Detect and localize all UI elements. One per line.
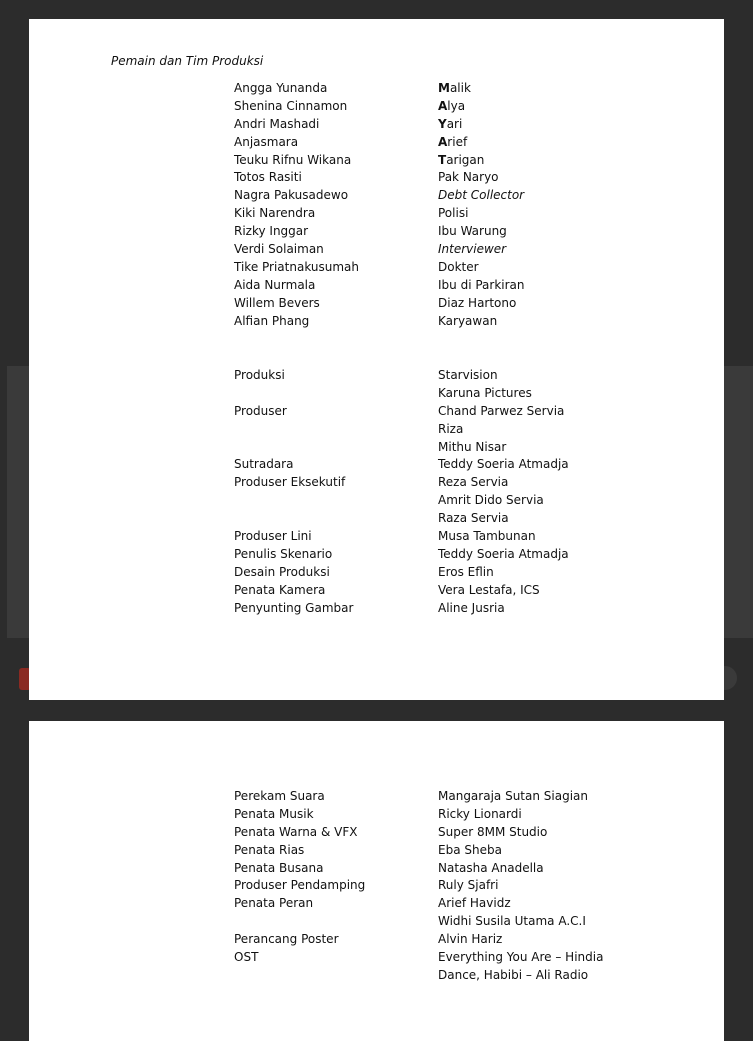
cast-actor: Rizky Inggar: [234, 224, 309, 239]
crew-label-column: [234, 788, 365, 985]
crew-label: [234, 421, 353, 439]
role-initial: M: [438, 81, 450, 95]
role-rest: lya: [447, 98, 466, 113]
crew-value: Everything You Are – Hindia: [438, 950, 604, 965]
crew-value: Chand Parwez Servia: [438, 403, 565, 418]
cast-actor: Teuku Rifnu Wikana: [234, 152, 352, 167]
crew-label: Produser: [234, 403, 287, 418]
cast-actor: Verdi Solaiman: [234, 242, 324, 257]
crew-value: Ruly Sjafri: [438, 878, 499, 893]
role-initial: T: [438, 152, 447, 167]
crew-label: Penata Kamera: [234, 582, 326, 597]
crew-value: Vera Lestafa, ICS: [438, 582, 540, 597]
crew-value: Natasha Anadella: [438, 860, 544, 875]
crew-value: Teddy Soeria Atmadja: [438, 457, 569, 472]
section-heading: Pemain dan Tim Produksi: [111, 54, 264, 68]
cast-role: Diaz Hartono: [438, 295, 517, 310]
role-rest: ari: [446, 116, 463, 131]
crew-label: Penyunting Gambar: [234, 600, 354, 615]
crew-value: Eba Sheba: [438, 842, 502, 857]
cast-actor: Alfian Phang: [234, 313, 310, 328]
crew-label: Perekam Suara: [234, 789, 325, 803]
cast-role: Interviewer: [438, 242, 507, 257]
cast-actor: Aida Nurmala: [234, 277, 316, 292]
cast-actor: Anjasmara: [234, 134, 299, 149]
cast-role: [438, 116, 525, 134]
crew-label: Desain Produksi: [234, 564, 330, 579]
crew-value: Dance, Habibi – Ali Radio: [438, 967, 589, 982]
crew-label: Penata Musik: [234, 806, 314, 821]
crew-value: Amrit Dido Servia: [438, 493, 544, 508]
cast-actor: Nagra Pakusadewo: [234, 188, 349, 203]
crew-label: Penata Peran: [234, 896, 314, 911]
cast-role: [438, 134, 525, 152]
crew-label: Produser Eksekutif: [234, 475, 346, 490]
crew-label: Produksi: [234, 368, 285, 382]
crew-value: Karuna Pictures: [438, 385, 532, 400]
crew-value: Mangaraja Sutan Siagian: [438, 789, 588, 803]
role-rest: rief: [447, 134, 468, 149]
cast-role: Dokter: [438, 259, 479, 274]
role-initial: Y: [438, 116, 447, 131]
crew-value: Alvin Hariz: [438, 932, 503, 947]
crew-label: [234, 913, 365, 931]
cast-actor: Tike Priatnakusumah: [234, 259, 360, 274]
crew-value: Starvision: [438, 368, 498, 382]
background-panel: [7, 366, 31, 638]
crew-value: Super 8MM Studio: [438, 824, 548, 839]
crew-value-column: [438, 788, 603, 985]
cast-actor: Andri Mashadi: [234, 116, 320, 131]
cast-actor: Angga Yunanda: [234, 81, 328, 95]
cast-actor-column: [234, 80, 359, 330]
crew-label: [234, 510, 353, 528]
role-rest: alik: [449, 81, 471, 95]
crew-value: Eros Eflin: [438, 564, 494, 579]
crew-value: Mithu Nisar: [438, 439, 507, 454]
crew-label: Produser Pendamping: [234, 878, 366, 893]
cast-role: Polisi: [438, 206, 469, 221]
crew-label: Perancang Poster: [234, 932, 339, 947]
crew-label: Produser Lini: [234, 529, 312, 544]
role-initial: A: [438, 134, 448, 149]
cast-role: [438, 152, 525, 170]
crew-value: Riza: [438, 421, 464, 436]
crew-label: Penata Busana: [234, 860, 324, 875]
cast-role: [438, 80, 525, 98]
cast-role: Karyawan: [438, 313, 498, 328]
cast-role: Debt Collector: [438, 188, 525, 203]
crew-label: [234, 492, 353, 510]
cast-actor: Kiki Narendra: [234, 206, 316, 221]
crew-value: Aline Jusria: [438, 600, 505, 615]
cast-actor: Totos Rasiti: [234, 170, 302, 185]
cast-role-column: [438, 80, 525, 330]
document-page-2: [29, 721, 724, 1041]
crew-label-column: [234, 367, 353, 617]
crew-label: [234, 439, 353, 457]
crew-value: Widhi Susila Utama A.C.I: [438, 914, 586, 929]
cast-role: Ibu di Parkiran: [438, 277, 525, 292]
cast-role: Ibu Warung: [438, 224, 507, 239]
crew-label: Penulis Skenario: [234, 546, 333, 561]
role-initial: A: [438, 98, 448, 113]
document-page-1: [29, 19, 724, 700]
crew-label: Penata Rias: [234, 842, 305, 857]
crew-value: Arief Havidz: [438, 896, 511, 911]
role-rest: arigan: [446, 152, 485, 167]
crew-value: Raza Servia: [438, 511, 509, 526]
cast-actor: Willem Bevers: [234, 295, 320, 310]
cast-actor: Shenina Cinnamon: [234, 98, 348, 113]
background-panel-right: [722, 366, 753, 638]
crew-label: OST: [234, 950, 259, 965]
cast-role: Pak Naryo: [438, 170, 499, 185]
crew-label: [234, 967, 365, 985]
crew-value: Reza Servia: [438, 475, 509, 490]
crew-label: [234, 385, 353, 403]
crew-value: Musa Tambunan: [438, 529, 536, 544]
crew-label: Penata Warna & VFX: [234, 824, 358, 839]
crew-value: Ricky Lionardi: [438, 806, 522, 821]
crew-label: Sutradara: [234, 457, 294, 472]
crew-value-column: [438, 367, 569, 617]
crew-value: Teddy Soeria Atmadja: [438, 546, 569, 561]
cast-role: [438, 98, 525, 116]
